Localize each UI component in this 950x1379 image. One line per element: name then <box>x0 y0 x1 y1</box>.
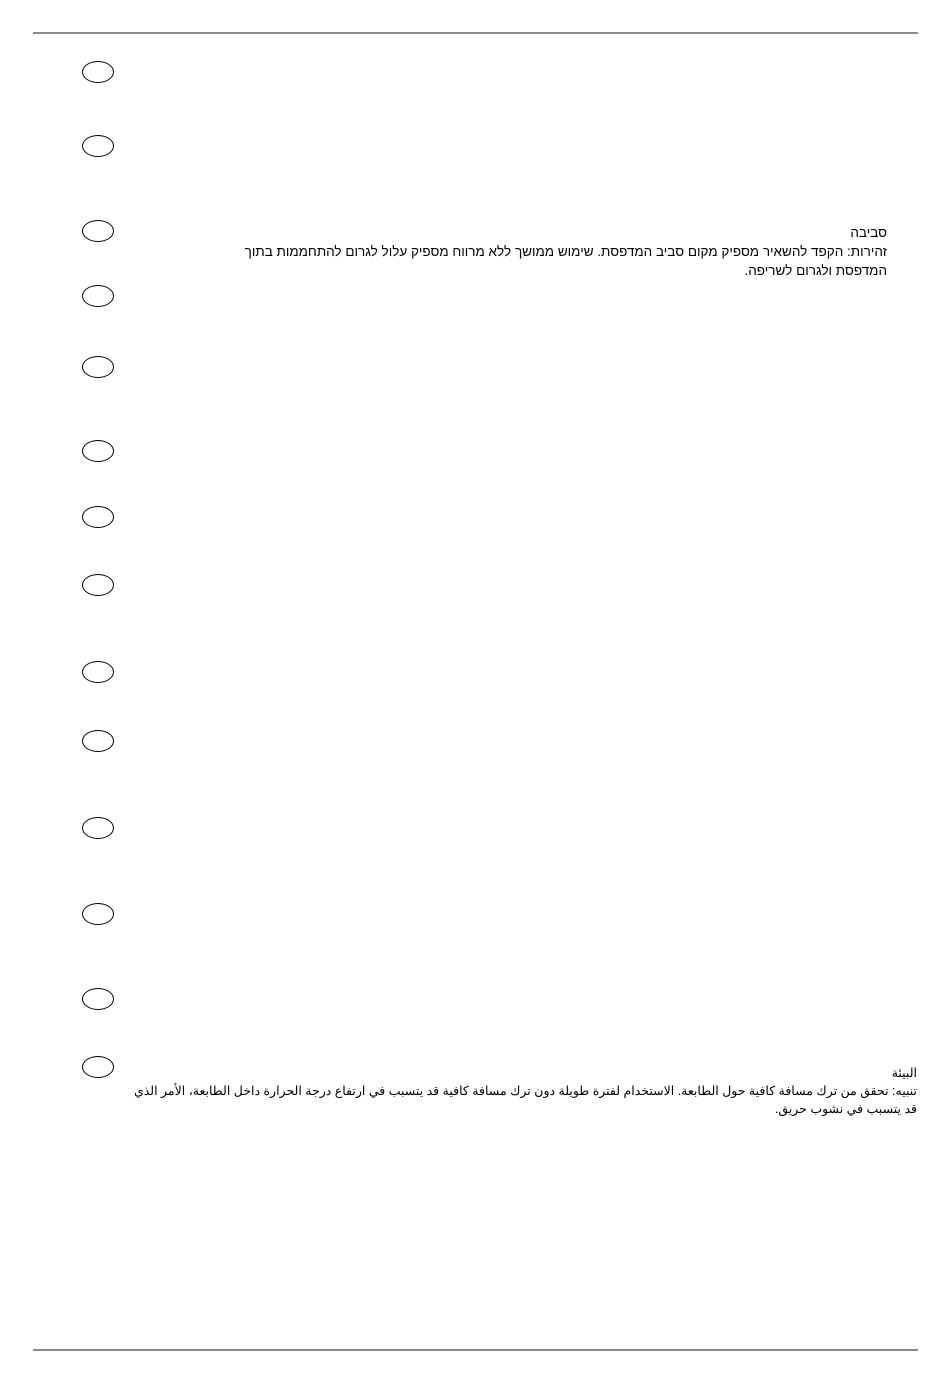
language-marker-14 <box>82 1056 114 1078</box>
language-marker-7 <box>82 506 114 528</box>
top-rule <box>33 32 918 34</box>
hebrew-environment-note <box>245 223 887 280</box>
language-marker-9 <box>82 661 114 683</box>
language-marker-3 <box>82 220 114 242</box>
hebrew-warning-line-1: זהירות: הקפד להשאיר מספיק מקום סביב המדפסת. שימוש ממושך ללא מרווח מספיק עלול לגרום להתחממות בתוך <box>244 244 887 259</box>
language-marker-2 <box>82 135 114 157</box>
arabic-warning-line-1: تنبيه: تحقق من ترك مسافة كافية حول الطابعة. الاستخدام لفترة طويلة دون ترك مسافة كافية قد يتسبب في ارتفاع درجة الحرارة داخل الطابعة، الأمر الذي <box>133 1084 917 1098</box>
language-marker-11 <box>82 817 114 839</box>
arabic-environment-note <box>134 1064 917 1118</box>
language-marker-4 <box>82 285 114 307</box>
arabic-warning-line-2: قد يتسبب في نشوب حريق. <box>774 1102 917 1116</box>
language-marker-10 <box>82 730 114 752</box>
language-marker-8 <box>82 574 114 596</box>
language-marker-12 <box>82 903 114 925</box>
arabic-heading: البيئة <box>891 1066 917 1080</box>
bottom-rule <box>33 1349 918 1351</box>
language-marker-13 <box>82 988 114 1010</box>
language-marker-5 <box>82 356 114 378</box>
language-marker-6 <box>82 440 114 462</box>
hebrew-warning-line-2: המדפסת ולגרום לשריפה. <box>744 263 887 278</box>
hebrew-heading: סביבה <box>850 225 887 240</box>
language-marker-1 <box>82 61 114 83</box>
